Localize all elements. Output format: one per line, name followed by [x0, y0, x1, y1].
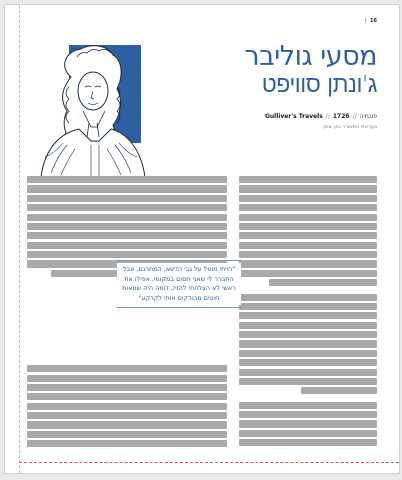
body-column-middle: [127, 176, 227, 449]
article-author: ג'ונתן סוויפט: [261, 72, 377, 98]
byline: בעריכת המשורר נתן יונתן: [323, 124, 377, 130]
genre-label: פנטזיה: [359, 113, 377, 120]
page-number-value: 16: [370, 18, 377, 24]
margin-guide-vertical: [19, 5, 20, 473]
pull-quote: "הייתי מוטל על גבי הדשא, המתרגם, אבל התברר לי שאני חסום במקומי, אפילו את ראשי לא הצלחתי להזיז, דומה היה שמאות חוטים מהודקים אותי לקרקע": [117, 263, 241, 305]
year-label: 1726: [332, 113, 350, 120]
body-column-right: [239, 176, 377, 449]
document-page: [4, 4, 400, 474]
english-title: Gulliver's Travels: [264, 113, 323, 120]
article-title: מסעי גוליבר: [244, 41, 377, 72]
page-number: 16|: [364, 18, 377, 24]
body-column-left: [27, 176, 135, 449]
margin-guide-bottom: [19, 462, 399, 463]
article-meta: פנטזיה//1726//Gulliver's Travels: [264, 113, 377, 120]
portrait-illustration: [31, 37, 149, 181]
